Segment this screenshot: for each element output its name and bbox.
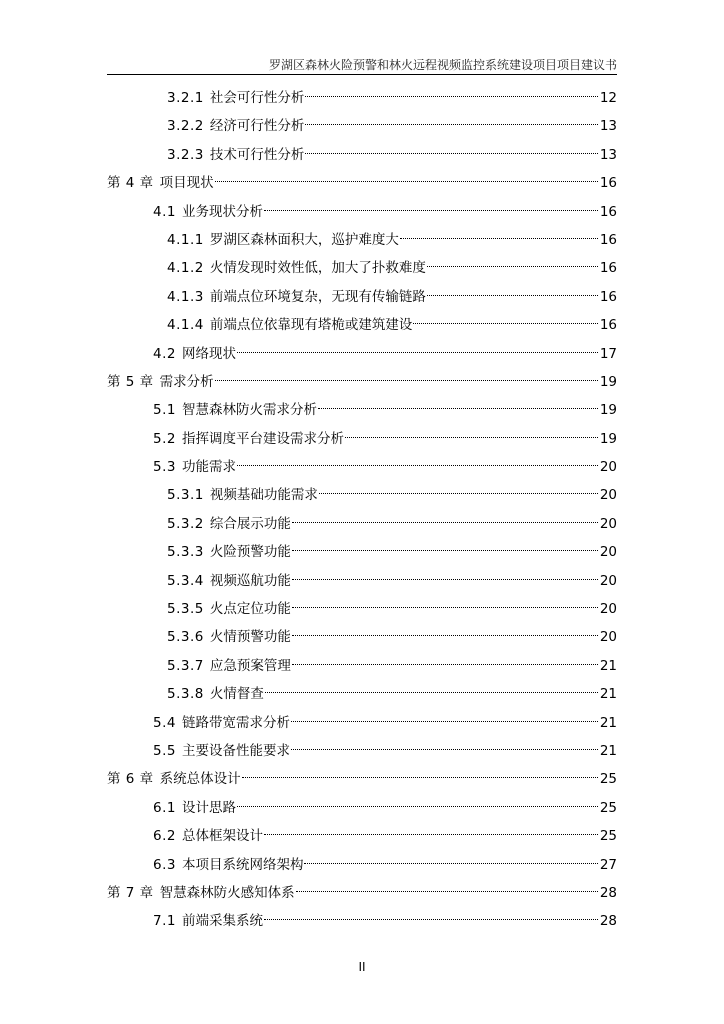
toc-entry-title: 火险预警功能 — [209, 544, 291, 561]
toc-entry-page: 28 — [599, 884, 617, 901]
toc-entry-title: 经济可行性分析 — [209, 118, 305, 135]
toc-dot-leader — [292, 550, 598, 551]
toc-entry[interactable] — [107, 481, 617, 509]
toc-entry-number: 5.3.4 — [167, 572, 204, 589]
toc-entry-number: 6.1 — [153, 799, 176, 816]
toc-entry-title: 功能需求 — [181, 459, 236, 476]
toc-entry-title: 火情发现时效性低，加大了扑救难度 — [209, 260, 426, 277]
toc-entry-title: 前端采集系统 — [181, 913, 263, 930]
toc-entry[interactable] — [107, 311, 617, 339]
toc-entry-page: 27 — [599, 856, 617, 873]
toc-entry[interactable] — [107, 283, 617, 311]
toc-entry-number: 5.3 — [153, 459, 176, 476]
toc-entry-number: 5.5 — [153, 742, 176, 759]
toc-dot-leader — [242, 777, 598, 778]
toc-entry[interactable] — [107, 425, 617, 453]
toc-dot-leader — [304, 863, 597, 864]
toc-entry-title: 本项目系统网络架构 — [181, 856, 304, 873]
toc-entry-page: 16 — [599, 260, 617, 277]
toc-entry-number: 3.2.3 — [167, 146, 204, 163]
toc-entry-number: 5.3.2 — [167, 515, 204, 532]
toc-entry-page: 21 — [599, 742, 617, 759]
toc-entry-number: 5.3.6 — [167, 629, 204, 646]
toc-entry-page: 20 — [599, 487, 617, 504]
toc-entry-page: 25 — [599, 828, 617, 845]
toc-entry[interactable] — [107, 737, 617, 765]
toc-entry[interactable] — [107, 198, 617, 226]
toc-entry-page: 25 — [599, 799, 617, 816]
toc-entry-number: 第 6 章 — [107, 771, 154, 788]
toc-entry[interactable] — [107, 112, 617, 140]
toc-entry-title: 智慧森林防火感知体系 — [159, 884, 295, 901]
toc-entry-title: 前端点位环境复杂，无现有传输链路 — [209, 288, 426, 305]
toc-entry-page: 13 — [599, 118, 617, 135]
toc-entry-page: 20 — [599, 601, 617, 618]
toc-entry-title: 系统总体设计 — [159, 771, 241, 788]
toc-entry-page: 19 — [599, 373, 617, 390]
toc-entry-title: 社会可行性分析 — [209, 90, 305, 106]
toc-entry[interactable] — [107, 254, 617, 282]
toc-entry-page: 20 — [599, 515, 617, 532]
toc-entry-title: 网络现状 — [181, 345, 236, 362]
toc-entry-title: 设计思路 — [181, 799, 236, 816]
toc-entry-title: 火情督查 — [209, 686, 264, 703]
toc-entry-number: 5.4 — [153, 714, 176, 731]
table-of-contents — [107, 84, 617, 936]
toc-entry[interactable] — [107, 822, 617, 850]
toc-entry-number: 5.1 — [153, 402, 176, 419]
toc-dot-leader — [237, 806, 598, 807]
toc-dot-leader — [292, 607, 598, 608]
toc-entry-title: 项目现状 — [159, 175, 214, 192]
toc-entry[interactable] — [107, 567, 617, 595]
toc-entry-page: 16 — [599, 288, 617, 305]
toc-entry-number: 5.3.3 — [167, 544, 204, 561]
toc-entry-page: 13 — [599, 146, 617, 163]
toc-entry-number: 3.2.2 — [167, 118, 204, 135]
toc-entry-title: 总体框架设计 — [181, 828, 263, 845]
toc-entry[interactable] — [107, 907, 617, 935]
toc-entry-title: 指挥调度平台建设需求分析 — [181, 430, 344, 447]
toc-dot-leader — [292, 635, 598, 636]
toc-entry-number: 6.3 — [153, 856, 176, 873]
toc-entry-title: 需求分析 — [159, 373, 214, 390]
toc-entry[interactable] — [107, 709, 617, 737]
toc-dot-leader — [237, 465, 598, 466]
running-header: 罗湖区森林火险预警和林火远程视频监控系统建设项目项目建议书 — [268, 58, 617, 72]
toc-dot-leader — [292, 579, 598, 580]
toc-entry-page: 16 — [599, 317, 617, 334]
toc-entry[interactable] — [107, 680, 617, 708]
toc-entry-number: 4.1 — [153, 203, 176, 220]
toc-entry-page: 17 — [599, 345, 617, 362]
toc-entry-page: 21 — [599, 657, 617, 674]
toc-entry-page: 21 — [599, 714, 617, 731]
toc-dot-leader — [305, 96, 597, 97]
toc-dot-leader — [413, 323, 597, 324]
toc-dot-leader — [264, 834, 598, 835]
toc-entry-title: 技术可行性分析 — [209, 146, 305, 163]
toc-entry-title: 罗湖区森林面积大，巡护难度大 — [209, 231, 399, 248]
toc-entry-number: 4.2 — [153, 345, 176, 362]
toc-dot-leader — [291, 749, 598, 750]
toc-entry-number: 3.2.1 — [167, 90, 204, 106]
toc-entry-title: 火点定位功能 — [209, 601, 291, 618]
toc-entry[interactable] — [107, 169, 617, 197]
toc-entry-title: 主要设备性能要求 — [181, 742, 290, 759]
toc-entry[interactable] — [107, 851, 617, 879]
toc-dot-leader — [237, 352, 598, 353]
toc-entry-number: 5.2 — [153, 430, 176, 447]
toc-entry-page: 20 — [599, 629, 617, 646]
toc-entry[interactable] — [107, 84, 617, 112]
toc-entry-page: 20 — [599, 459, 617, 476]
toc-entry-title: 链路带宽需求分析 — [181, 714, 290, 731]
toc-entry[interactable] — [107, 879, 617, 907]
toc-entry-page: 16 — [599, 175, 617, 192]
toc-dot-leader — [215, 380, 598, 381]
toc-dot-leader — [345, 437, 598, 438]
toc-entry-number: 6.2 — [153, 828, 176, 845]
toc-dot-leader — [215, 181, 598, 182]
toc-entry[interactable] — [107, 396, 617, 424]
toc-entry-number: 4.1.4 — [167, 317, 204, 334]
toc-entry-page: 20 — [599, 572, 617, 589]
toc-dot-leader — [305, 153, 597, 154]
toc-entry-number: 5.3.7 — [167, 657, 204, 674]
toc-dot-leader — [292, 664, 598, 665]
toc-entry-page: 16 — [599, 203, 617, 220]
toc-entry-title: 业务现状分析 — [181, 203, 263, 220]
toc-dot-leader — [319, 493, 598, 494]
toc-dot-leader — [292, 522, 598, 523]
toc-entry-title: 视频巡航功能 — [209, 572, 291, 589]
toc-dot-leader — [265, 692, 598, 693]
toc-entry-number: 7.1 — [153, 913, 176, 930]
toc-entry-title: 智慧森林防火需求分析 — [181, 402, 317, 419]
toc-entry[interactable] — [107, 652, 617, 680]
toc-dot-leader — [264, 919, 598, 920]
toc-entry-number: 5.3.8 — [167, 686, 204, 703]
toc-entry-number: 5.3.1 — [167, 487, 204, 504]
toc-entry[interactable] — [107, 765, 617, 793]
toc-entry-title: 应急预案管理 — [209, 657, 291, 674]
toc-entry-page: 20 — [599, 544, 617, 561]
toc-entry-number: 5.3.5 — [167, 601, 204, 618]
toc-entry-page: 25 — [599, 771, 617, 788]
toc-entry[interactable] — [107, 226, 617, 254]
toc-entry-page: 21 — [599, 686, 617, 703]
toc-dot-leader — [264, 210, 598, 211]
toc-entry[interactable] — [107, 794, 617, 822]
toc-entry-number: 第 4 章 — [107, 175, 154, 192]
toc-entry-number: 第 7 章 — [107, 884, 154, 901]
toc-entry[interactable] — [107, 595, 617, 623]
toc-entry-page: 12 — [599, 90, 617, 106]
toc-entry-title: 火情预警功能 — [209, 629, 291, 646]
toc-entry-number: 4.1.3 — [167, 288, 204, 305]
toc-entry-page: 16 — [599, 231, 617, 248]
toc-dot-leader — [427, 266, 598, 267]
toc-dot-leader — [400, 238, 598, 239]
toc-entry-number: 第 5 章 — [107, 373, 154, 390]
toc-entry-title: 视频基础功能需求 — [209, 487, 318, 504]
toc-entry-number: 4.1.1 — [167, 231, 204, 248]
toc-entry-page: 19 — [599, 402, 617, 419]
toc-entry[interactable] — [107, 141, 617, 169]
toc-entry[interactable] — [107, 538, 617, 566]
toc-entry[interactable] — [107, 510, 617, 538]
toc-entry-title: 综合展示功能 — [209, 515, 291, 532]
toc-dot-leader — [291, 721, 598, 722]
toc-entry-page: 19 — [599, 430, 617, 447]
toc-dot-leader — [296, 891, 598, 892]
toc-entry[interactable] — [107, 340, 617, 368]
toc-dot-leader — [427, 295, 598, 296]
header-rule — [107, 74, 617, 75]
toc-entry-page: 28 — [599, 913, 617, 930]
toc-entry[interactable] — [107, 368, 617, 396]
toc-entry[interactable] — [107, 453, 617, 481]
toc-entry-number: 4.1.2 — [167, 260, 204, 277]
toc-entry[interactable] — [107, 623, 617, 651]
page-number: II — [358, 960, 366, 974]
toc-entry-title: 前端点位依靠现有塔桅或建筑建设 — [209, 317, 413, 334]
toc-dot-leader — [305, 124, 597, 125]
toc-dot-leader — [318, 408, 598, 409]
